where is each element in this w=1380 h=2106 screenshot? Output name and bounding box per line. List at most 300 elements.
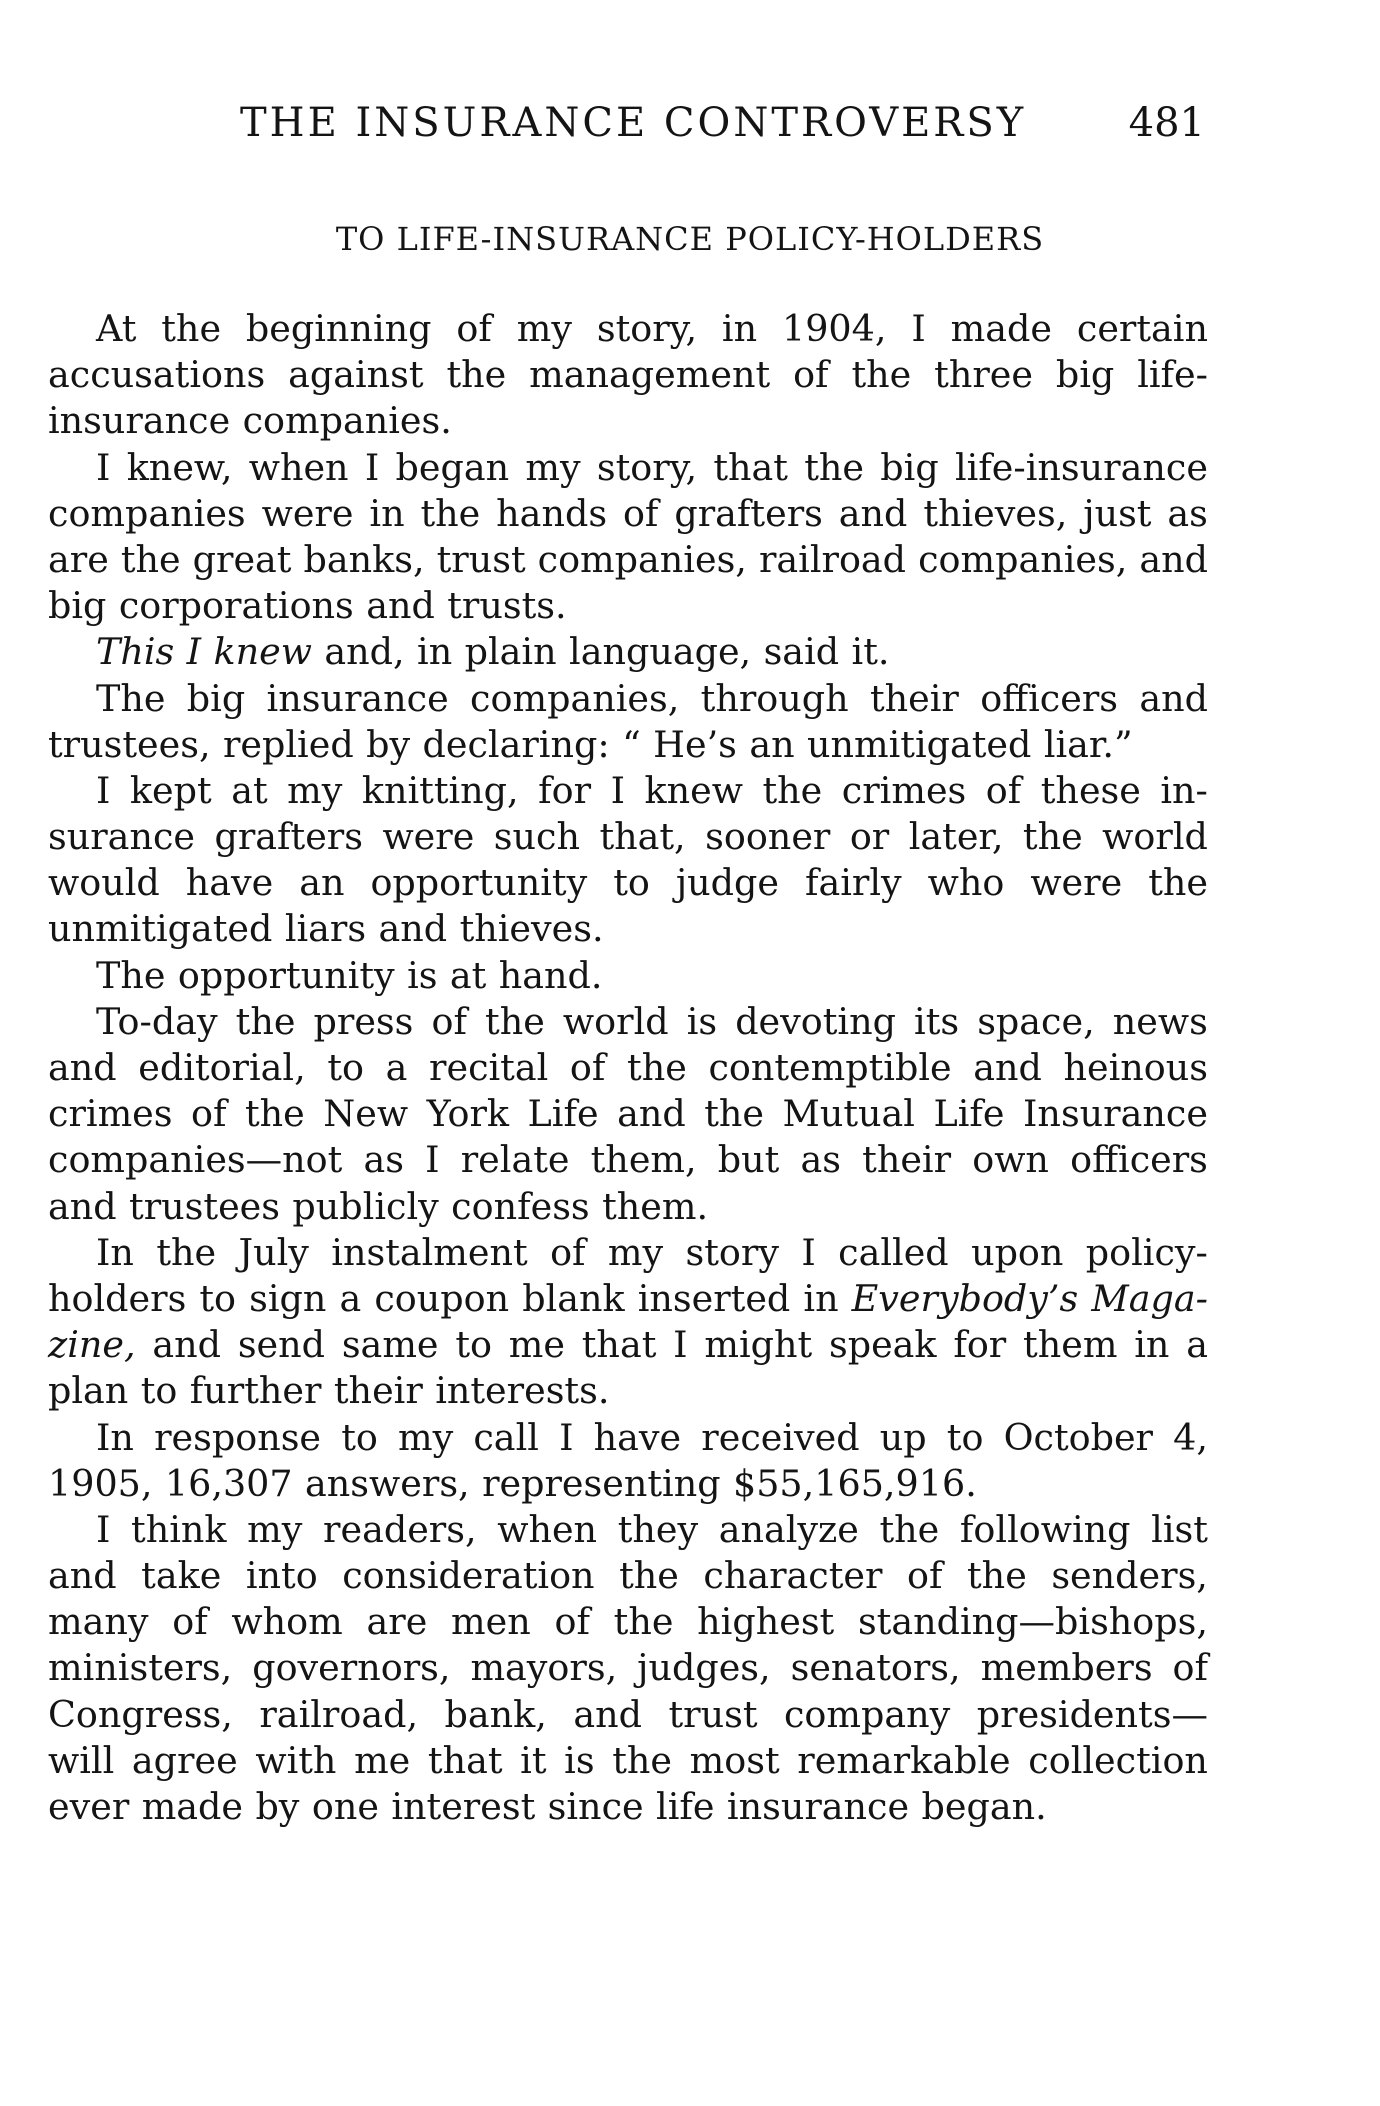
word: This: [96, 630, 175, 674]
text-line: [48, 1091, 1208, 1137]
text-line: [48, 1738, 1208, 1784]
word: that: [713, 445, 788, 489]
word: in-: [1160, 768, 1208, 812]
word: story: [685, 1230, 779, 1274]
word: following: [959, 1507, 1131, 1551]
word: and: [48, 1184, 117, 1228]
word: just: [1083, 491, 1152, 535]
word: sign: [249, 1276, 327, 1320]
word: began.: [921, 1785, 1047, 1828]
word: them,: [590, 1138, 697, 1182]
text-line: [48, 306, 1208, 352]
word: “: [622, 722, 641, 766]
word: and: [1139, 676, 1208, 720]
word: began: [395, 445, 510, 489]
word: insurance: [726, 1785, 910, 1828]
word: senators,: [790, 1646, 961, 1690]
word: the: [851, 353, 912, 397]
word: of: [172, 1600, 208, 1644]
text-line: [48, 906, 1208, 952]
word: and: [378, 907, 448, 951]
word: would: [48, 861, 160, 905]
word: but: [717, 1138, 780, 1182]
paragraph: [48, 629, 1208, 675]
word: life-insurance: [954, 445, 1208, 489]
word: own: [972, 1138, 1049, 1182]
word: big: [880, 445, 939, 489]
paragraph: [48, 999, 1208, 1230]
word: news: [1112, 999, 1208, 1043]
word: I: [673, 1323, 688, 1367]
word: my: [516, 307, 572, 350]
word: unmitigated: [48, 907, 273, 951]
word: they: [617, 1507, 699, 1551]
word: Mutual: [782, 1092, 915, 1136]
paragraph: [48, 1415, 1208, 1507]
word: big: [186, 676, 246, 720]
word: men: [451, 1600, 531, 1644]
word: of: [907, 1554, 943, 1598]
word: instalment: [331, 1230, 528, 1274]
word: the: [161, 307, 222, 350]
word: of: [1172, 1646, 1208, 1690]
word: the: [704, 1092, 764, 1136]
word: three: [934, 353, 1033, 397]
word: I: [96, 1507, 111, 1551]
word: were: [261, 491, 354, 535]
word: the: [1148, 861, 1208, 905]
word: opportunity: [370, 861, 588, 905]
word: character: [703, 1554, 883, 1598]
word: standing—bishops,: [857, 1600, 1208, 1644]
word: knitting,: [361, 768, 519, 812]
text-line: [48, 722, 1208, 768]
word: blank: [522, 1276, 625, 1320]
word: that,: [599, 815, 686, 859]
word: my: [607, 1230, 664, 1274]
word: at: [231, 768, 268, 812]
word: its: [914, 999, 960, 1043]
text-line: [48, 537, 1208, 583]
word: Congress,: [48, 1692, 233, 1736]
word: readers,: [323, 1507, 477, 1551]
word: judges,: [637, 1646, 771, 1690]
word: might: [704, 1323, 813, 1367]
word: of: [431, 999, 467, 1043]
text-line: [48, 999, 1208, 1045]
word: companies,: [470, 676, 680, 720]
word: the: [627, 1046, 687, 1089]
paragraph: [48, 768, 1208, 953]
word: New: [323, 1092, 409, 1136]
word: world: [1102, 815, 1208, 859]
word: as: [363, 1138, 404, 1182]
word: railroad: [758, 537, 907, 581]
word: I: [425, 1138, 440, 1182]
word: trustees: [129, 1184, 281, 1228]
word: interests.: [435, 1369, 610, 1413]
word: trusts.: [447, 584, 567, 628]
word: by: [255, 1785, 300, 1828]
word: who: [927, 861, 1005, 905]
word: kept: [129, 768, 212, 812]
word: an: [299, 861, 345, 905]
text-line: [48, 1692, 1208, 1738]
word: press: [313, 999, 414, 1043]
word: I: [96, 445, 111, 489]
word: of: [569, 1046, 606, 1089]
word: October: [1003, 1415, 1153, 1459]
text-line: [48, 1645, 1208, 1691]
word: zine,: [48, 1323, 136, 1367]
word: and: [617, 1092, 686, 1136]
word: The: [96, 953, 166, 997]
word: recital: [429, 1046, 549, 1089]
word: coupon: [374, 1276, 510, 1320]
word: the: [156, 1230, 217, 1274]
word: and: [366, 584, 435, 628]
word: story,: [596, 445, 698, 489]
word: of: [622, 491, 659, 535]
word: were: [382, 815, 475, 859]
word: I: [559, 1415, 574, 1459]
text-line: [48, 1045, 1208, 1091]
word: I: [610, 768, 626, 812]
word: I: [801, 1230, 816, 1274]
word: language,: [569, 630, 752, 674]
word: July: [238, 1230, 309, 1274]
word: is: [407, 953, 438, 997]
word: the: [879, 1507, 940, 1551]
word: devoting: [735, 999, 896, 1043]
word: such: [493, 815, 580, 859]
word: story,: [596, 307, 698, 350]
word: Insurance: [1023, 1092, 1208, 1136]
word: it.: [851, 630, 890, 674]
word: and: [573, 1692, 643, 1736]
text-line: [48, 352, 1208, 398]
word: accusations: [48, 353, 266, 397]
word: Everybody’s: [851, 1276, 1079, 1320]
word: crimes: [48, 1092, 173, 1136]
word: interest: [391, 1785, 536, 1828]
section-heading: TO LIFE-INSURANCE POLICY-HOLDERS: [335, 220, 1045, 258]
text-line: [48, 768, 1208, 814]
word: I: [364, 445, 380, 489]
word: for: [953, 1323, 1007, 1367]
word: to: [455, 1323, 492, 1367]
word: and: [973, 1046, 1042, 1089]
text-line: [48, 860, 1208, 906]
text-line: [48, 1507, 1208, 1553]
word: a: [1186, 1323, 1208, 1367]
text-line: [48, 583, 1208, 629]
word: company: [783, 1692, 951, 1736]
word: their: [333, 1369, 423, 1413]
word: against: [288, 353, 424, 397]
word: 1904,: [781, 307, 887, 350]
text-line: [48, 398, 1208, 444]
word: corporations: [118, 584, 354, 628]
text-line: [48, 1599, 1208, 1645]
word: have: [185, 861, 274, 905]
word: liars: [284, 907, 367, 951]
word: hand.: [498, 953, 603, 997]
word: editorial,: [138, 1046, 306, 1089]
word: To-day: [96, 999, 218, 1043]
word: opportunity: [177, 953, 395, 997]
word: replied: [222, 722, 354, 766]
word: life: [656, 1785, 715, 1828]
word: many: [48, 1600, 149, 1644]
word: banks,: [303, 537, 425, 581]
word: upon: [971, 1230, 1064, 1274]
word: officers: [980, 676, 1119, 720]
word: the: [612, 1738, 672, 1782]
word: the: [235, 999, 296, 1043]
word: management: [529, 353, 771, 397]
body-text: [48, 306, 1208, 1830]
text-line: [48, 629, 1208, 675]
word: into: [245, 1554, 318, 1598]
text-line: [48, 445, 1208, 491]
word: grafters: [214, 815, 363, 859]
word: of: [554, 1600, 590, 1644]
word: to: [946, 1415, 984, 1459]
word: same: [341, 1323, 439, 1367]
word: insurance: [48, 399, 231, 443]
word: in: [721, 307, 758, 350]
word: and: [48, 1554, 117, 1598]
word: representing: [482, 1461, 721, 1505]
word: have: [593, 1415, 682, 1459]
word: when: [248, 445, 349, 489]
word: as: [1167, 491, 1208, 535]
word: judge: [675, 861, 779, 905]
word: big: [1055, 353, 1115, 397]
word: 1905,: [48, 1461, 153, 1505]
word: the: [420, 491, 481, 535]
word: I: [911, 307, 926, 350]
word: and: [152, 1323, 222, 1367]
word: to: [327, 1046, 364, 1089]
word: officers: [1070, 1138, 1208, 1182]
word: highest: [697, 1600, 835, 1644]
word: ministers,: [48, 1646, 233, 1690]
word: since: [547, 1785, 644, 1828]
word: governors,: [252, 1646, 451, 1690]
word: take: [141, 1554, 222, 1598]
word: it: [520, 1738, 547, 1782]
word: of: [191, 1092, 227, 1136]
word: and: [48, 1046, 117, 1089]
word: contemptible: [708, 1046, 952, 1089]
word: senders,: [1051, 1554, 1208, 1598]
word: were: [1030, 861, 1123, 905]
text-line: [48, 1137, 1208, 1183]
word: them.: [602, 1184, 709, 1228]
word: thieves.: [459, 907, 604, 951]
word: space,: [977, 999, 1095, 1043]
word: world: [562, 999, 669, 1043]
word: call: [473, 1415, 539, 1459]
word: insurance: [266, 676, 449, 720]
word: or: [849, 815, 890, 859]
word: list: [1151, 1507, 1208, 1551]
word: fairly: [804, 861, 902, 905]
word: railroad,: [259, 1692, 419, 1736]
word: in: [369, 491, 405, 535]
word: knew,: [126, 445, 233, 489]
word: companies.: [242, 399, 452, 443]
word: me: [508, 1323, 565, 1367]
word: made: [141, 1785, 244, 1828]
word: to: [341, 1415, 378, 1459]
word: with: [255, 1738, 337, 1782]
word: plan: [48, 1369, 129, 1413]
paragraph: [48, 306, 1208, 445]
word: York: [426, 1092, 510, 1136]
word: by: [366, 722, 411, 766]
word: companies: [48, 491, 246, 535]
paragraph: [48, 676, 1208, 768]
word: my: [287, 768, 343, 812]
word: publicly: [292, 1184, 439, 1228]
word: and,: [324, 630, 405, 674]
word: will: [48, 1738, 115, 1782]
word: the: [485, 999, 545, 1043]
word: 16,307: [164, 1461, 293, 1505]
word: made: [950, 307, 1052, 350]
word: knew: [213, 630, 312, 674]
word: me: [354, 1738, 411, 1782]
word: to: [199, 1276, 237, 1320]
text-line: [48, 953, 1208, 999]
word: trustees,: [48, 722, 211, 766]
word: up: [879, 1415, 927, 1459]
word: and: [838, 491, 908, 535]
word: holders: [48, 1276, 187, 1320]
word: companies,: [918, 537, 1128, 581]
text-line: [48, 1276, 1208, 1322]
word: the: [967, 1554, 1027, 1598]
word: of: [550, 1230, 586, 1274]
word: hands: [496, 491, 608, 535]
word: great: [192, 537, 292, 581]
word: the: [619, 1554, 679, 1598]
word: mayors,: [470, 1646, 618, 1690]
word: certain: [1076, 307, 1208, 350]
word: is: [686, 999, 718, 1043]
word: as: [800, 1138, 841, 1182]
word: for: [538, 768, 592, 812]
word: a: [385, 1046, 408, 1089]
word: relate: [460, 1138, 570, 1182]
word: the: [446, 353, 507, 397]
word: to: [140, 1369, 178, 1413]
word: in: [1134, 1323, 1170, 1367]
word: the: [804, 445, 865, 489]
text-line: [48, 1368, 1208, 1414]
text-line: [48, 1322, 1208, 1368]
word: my: [247, 1507, 303, 1551]
word: At: [96, 307, 137, 350]
word: when: [497, 1507, 598, 1551]
word: unmitigated: [807, 722, 1032, 766]
word: Maga-: [1091, 1276, 1208, 1320]
word: In: [96, 1230, 134, 1274]
word: received: [701, 1415, 860, 1459]
word: send: [237, 1323, 326, 1367]
word: response: [154, 1415, 322, 1459]
word: the: [762, 768, 823, 812]
word: thieves,: [923, 491, 1068, 535]
word: He’s: [653, 722, 737, 766]
word: their: [869, 676, 959, 720]
word: beginning: [245, 307, 432, 350]
word: confess: [451, 1184, 590, 1228]
text-line: [48, 1784, 1208, 1830]
text-line: [48, 676, 1208, 722]
word: that: [581, 1323, 657, 1367]
running-title: THE INSURANCE CONTROVERSY: [240, 100, 1027, 146]
text-line: [48, 1230, 1208, 1276]
word: are: [366, 1600, 428, 1644]
word: think: [131, 1507, 227, 1551]
word: crimes: [841, 768, 967, 812]
word: big: [48, 584, 107, 628]
word: most: [689, 1738, 780, 1782]
word: and: [1139, 537, 1208, 581]
word: analyze: [718, 1507, 859, 1551]
word: policy-: [1085, 1230, 1208, 1274]
word: at: [449, 953, 487, 997]
paragraph: [48, 445, 1208, 630]
paragraph: [48, 1230, 1208, 1415]
word: an: [749, 722, 795, 766]
word: companies—not: [48, 1138, 343, 1182]
word: trust: [436, 537, 526, 581]
word: plain: [464, 630, 557, 674]
text-line: [48, 1415, 1208, 1461]
word: a: [339, 1276, 362, 1320]
word: later,: [908, 815, 1004, 859]
word: the: [120, 537, 181, 581]
word: of: [456, 307, 492, 350]
text-line: [48, 814, 1208, 860]
word: that: [427, 1738, 503, 1782]
word: agree: [131, 1738, 238, 1782]
word: collection: [1028, 1738, 1208, 1782]
text-line: [48, 491, 1208, 537]
word: said: [763, 630, 840, 674]
word: I: [186, 630, 202, 674]
word: members: [980, 1646, 1153, 1690]
word: answers,: [305, 1461, 470, 1505]
word: further: [189, 1369, 322, 1413]
word: is: [564, 1738, 595, 1782]
word: Life: [933, 1092, 1005, 1136]
word: The: [96, 676, 166, 720]
word: ever: [48, 1785, 130, 1828]
word: declaring:: [422, 722, 610, 766]
word: speak: [828, 1323, 937, 1367]
word: grafters: [674, 491, 823, 535]
word: presidents—: [976, 1692, 1208, 1736]
word: $55,165,916.: [732, 1461, 977, 1505]
word: Life: [527, 1092, 599, 1136]
word: are: [48, 537, 109, 581]
